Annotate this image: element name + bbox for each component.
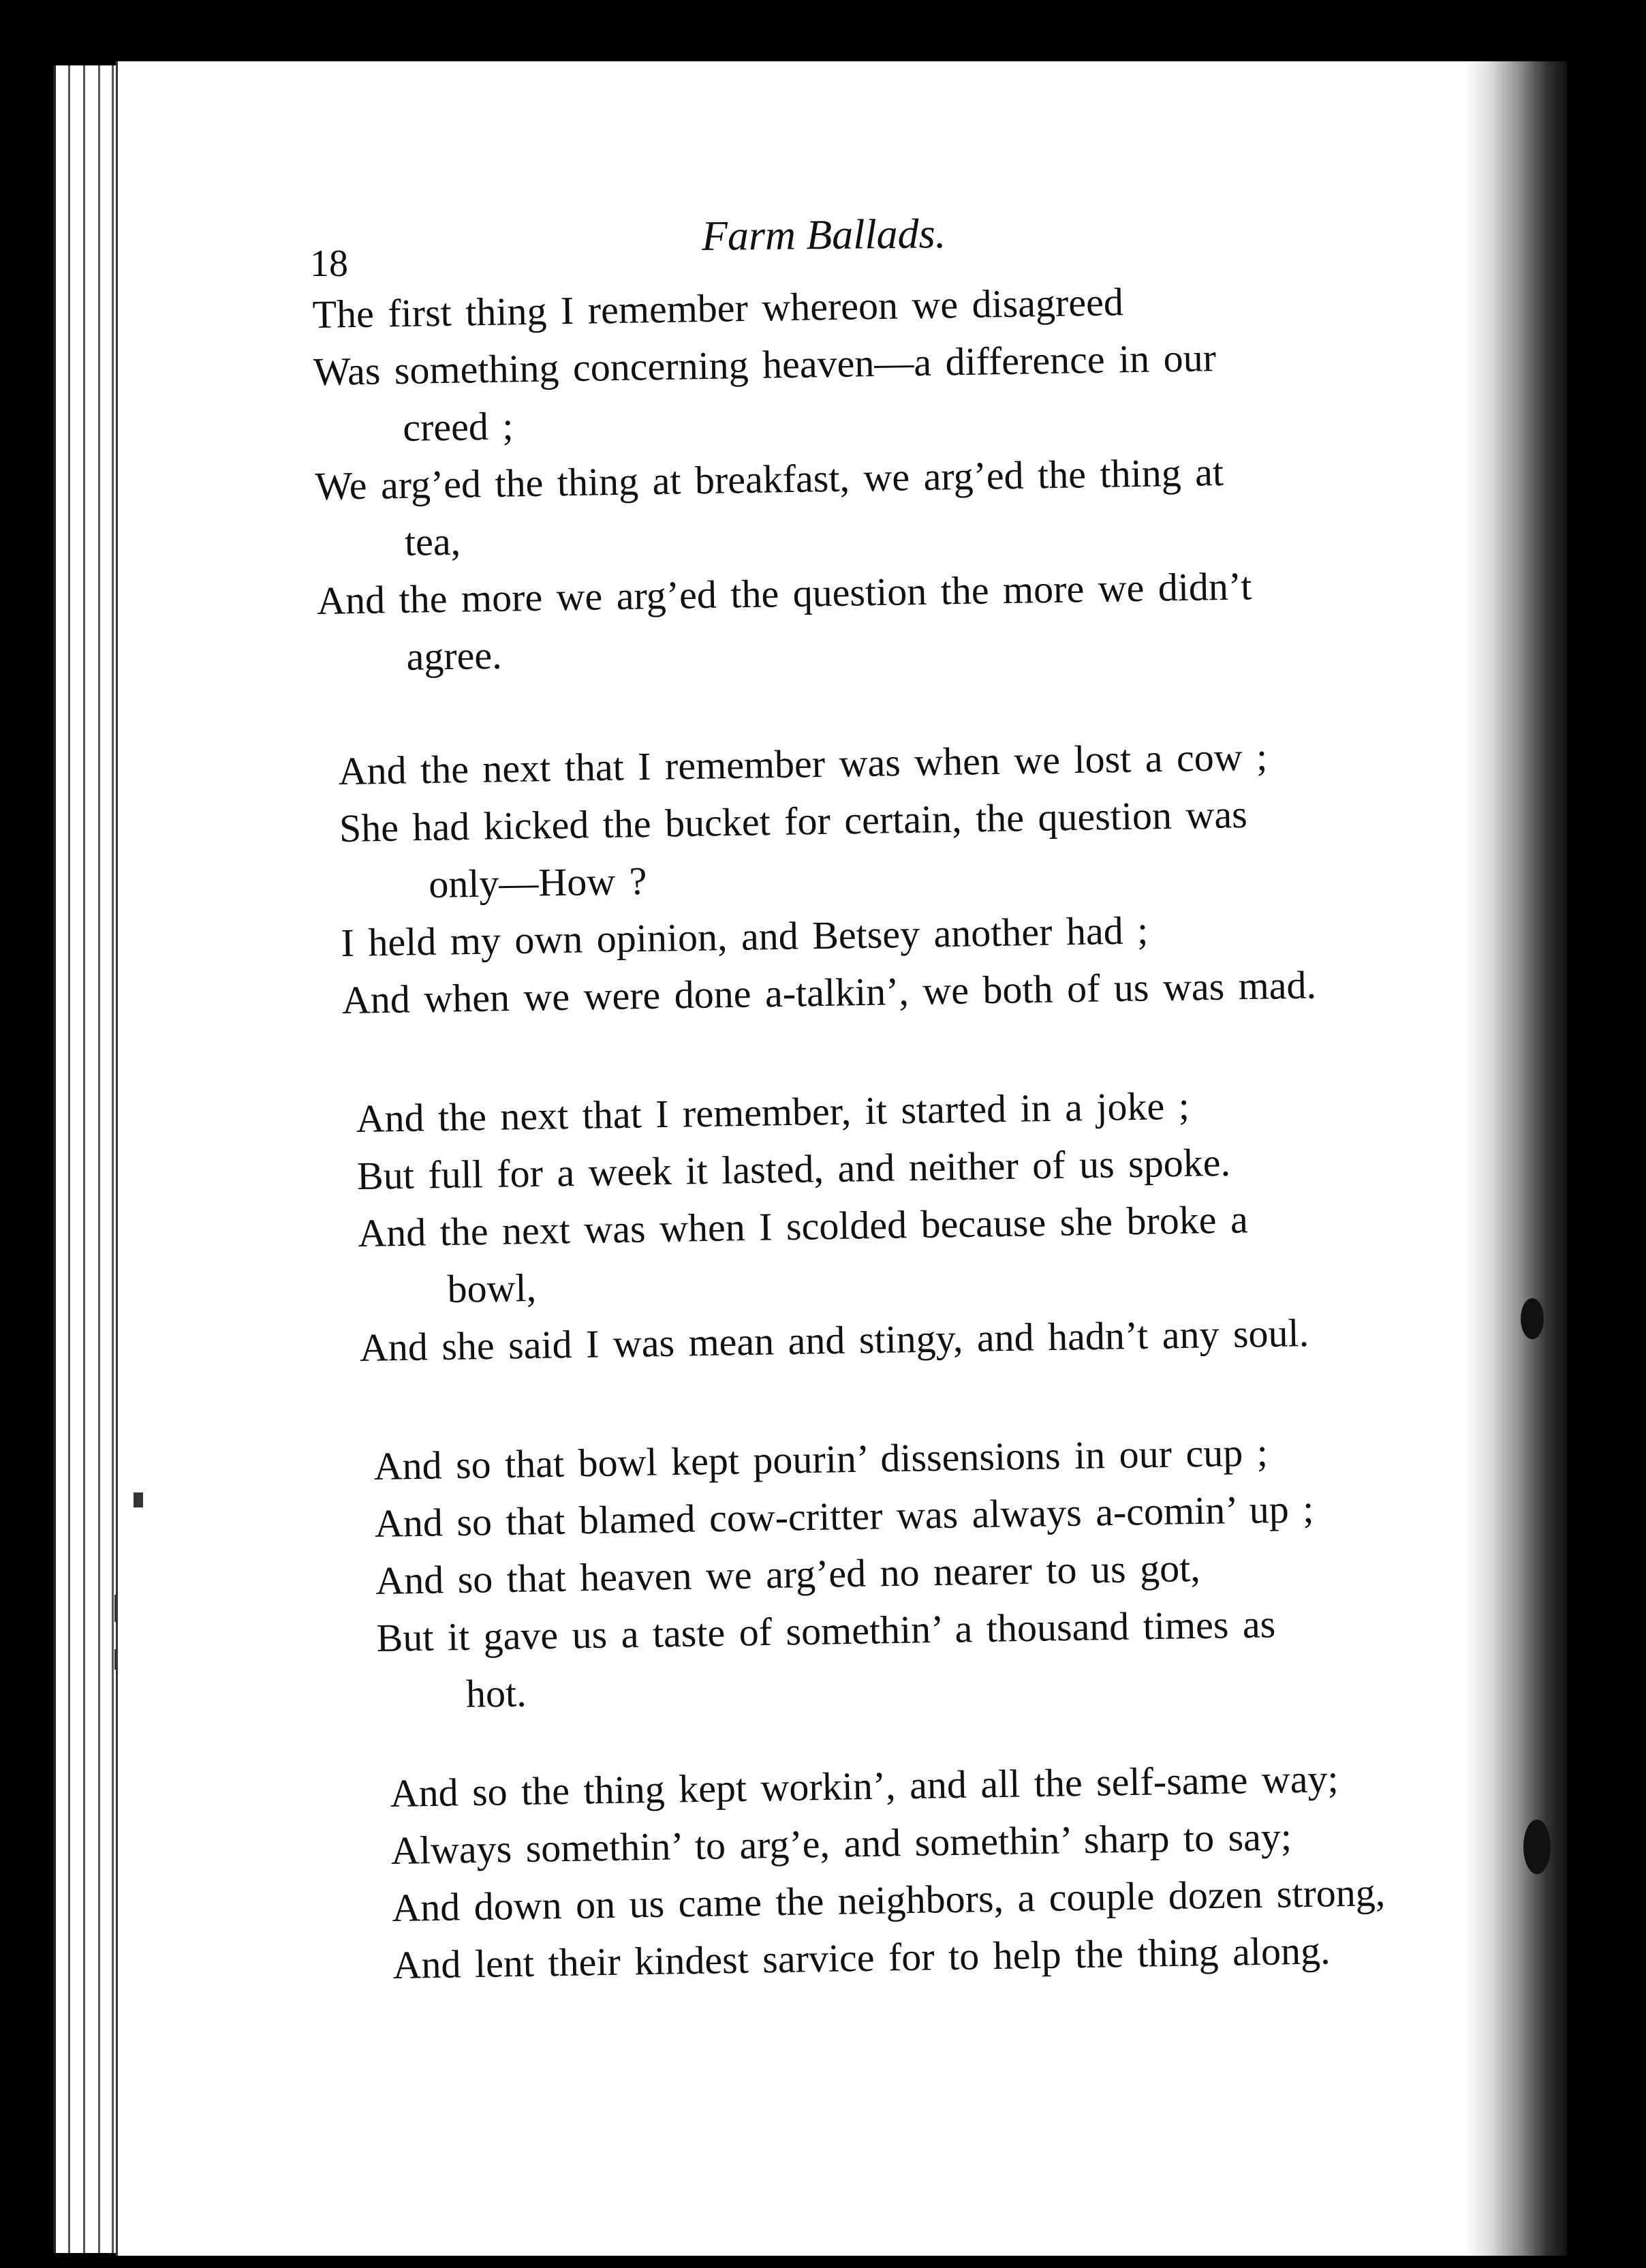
poem-line: tea, bbox=[404, 519, 461, 564]
poem-line: And so the thing kept workin’, and all the self-same way; bbox=[390, 1756, 1339, 1815]
poem-line: And the next that I remember was when we lost a cow ; bbox=[338, 734, 1268, 793]
running-title: Farm Ballads. bbox=[701, 211, 946, 260]
page-edge-line bbox=[68, 65, 70, 2253]
margin-mark bbox=[114, 1649, 117, 1670]
page-number: 18 bbox=[310, 243, 348, 285]
page-gutter-shadow bbox=[1465, 61, 1567, 2256]
poem-line: And the next that I remember, it started in a joke ; bbox=[356, 1083, 1190, 1141]
margin-mark bbox=[134, 1492, 143, 1507]
poem-line: Was something concerning heaven—a difference in our bbox=[313, 335, 1217, 394]
poem-line: She had kicked the bucket for certain, the question was bbox=[339, 792, 1248, 850]
poem-line: And she said I was mean and stingy, and hadn’t any soul. bbox=[359, 1311, 1309, 1370]
poem-line: But it gave us a taste of somethin’ a thousand times as bbox=[376, 1602, 1276, 1660]
poem-line: And lent their kindest sarvice for to help the thing along. bbox=[392, 1928, 1331, 1987]
poem-line: And so that blamed cow-critter was always a-comin’ up ; bbox=[374, 1486, 1314, 1546]
poem-line: creed ; bbox=[402, 403, 514, 450]
stanza bbox=[312, 271, 1253, 686]
page-edge-line bbox=[112, 65, 114, 2253]
poem-line: And the next was when I scolded because she broke a bbox=[357, 1197, 1249, 1255]
page-edge-line bbox=[98, 65, 100, 2253]
poem-line: And so that bowl kept pourin’ dissensions in our cup ; bbox=[373, 1430, 1269, 1488]
poem-line: We arg’ed the thing at breakfast, we arg’ed the thing at bbox=[315, 450, 1224, 508]
poem-line: The first thing I remember whereon we disagreed bbox=[312, 279, 1124, 337]
page-edge-line bbox=[83, 65, 85, 2253]
poem-line: agree. bbox=[406, 632, 503, 679]
stanza bbox=[338, 728, 1317, 1029]
stanza bbox=[356, 1075, 1309, 1377]
poem-line: only—How ? bbox=[428, 858, 647, 906]
poem-line: And the more we arg’ed the question the more we didn’t bbox=[316, 564, 1252, 623]
margin-mark bbox=[114, 1595, 117, 1622]
ink-blot bbox=[1521, 1298, 1544, 1339]
poem-line: hot. bbox=[465, 1670, 527, 1716]
poem-line: bowl, bbox=[447, 1265, 537, 1311]
poem-line: And so that heaven we arg’ed no nearer to us got, bbox=[375, 1545, 1201, 1603]
poem-line: Always somethin’ to arg’e, and somethin’ sharp to say; bbox=[390, 1814, 1292, 1873]
ink-blot bbox=[1523, 1820, 1551, 1874]
scan-border bbox=[1567, 0, 1646, 2268]
poem-line: And when we were done a-talkin’, we both of us was mad. bbox=[341, 962, 1317, 1022]
poem-line: But full for a week it lasted, and neither of us spoke. bbox=[356, 1139, 1231, 1198]
poem-line: And down on us came the neighbors, a couple dozen strong, bbox=[391, 1870, 1386, 1930]
stanza bbox=[390, 1749, 1386, 1994]
poem-line: I held my own opinion, and Betsey another had ; bbox=[341, 908, 1149, 965]
stanza bbox=[373, 1423, 1317, 1724]
